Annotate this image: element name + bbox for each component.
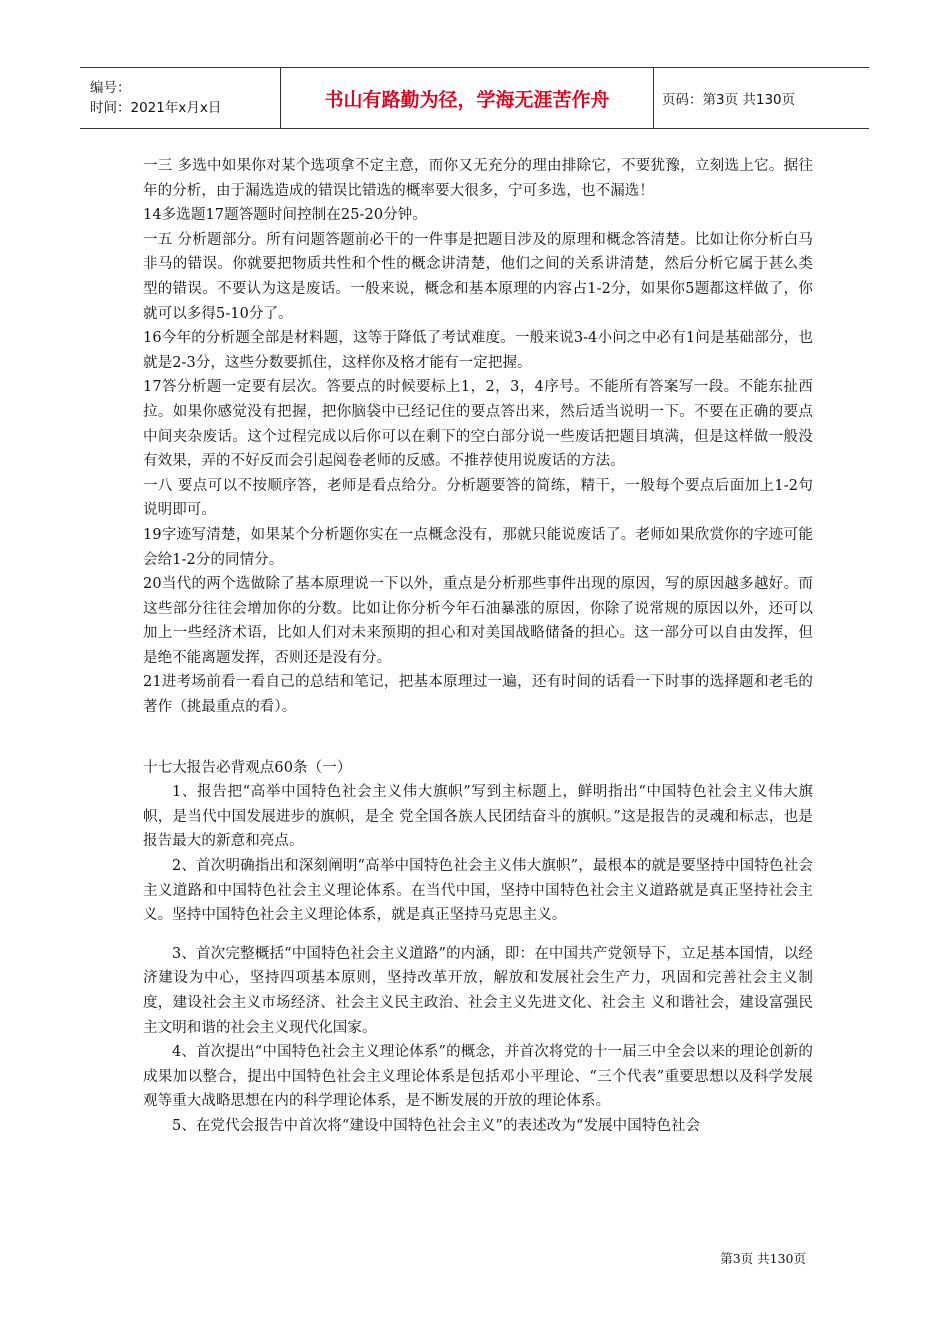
paragraph: 一三 多选中如果你对某个选项拿不定主意，而你又无充分的理由排除它，不要犹豫，立刻选上它。据往年的分析，由于漏选造成的错误比错选的概率要大很多，宁可多选，也不漏选！	[143, 158, 813, 199]
paragraph: 一八 要点可以不按顺序答，老师是看点给分。分析题要答的简练，精干，一般每个要点后面加上1-2句说明即可。	[143, 477, 813, 519]
page-footer	[720, 1249, 806, 1267]
footer-page-number: 第3页 共130页	[720, 1251, 806, 1266]
paragraph: 20当代的两个选做除了基本原理说一下以外，重点是分析那些事件出现的原因，写的原因越多越好。而这些部分往往会增加你的分数。比如让你分析今年石油暴涨的原因，你除了说常规的原因以外，还可以加上一些经济术语，比如人们对未来预期的担心和对美国战略储备的担心。这一部分可以自由发挥，但是绝不能离题发挥，否则还是没有分。	[143, 576, 813, 666]
numbered-point: 5、在党代会报告中首次将“建设中国特色社会主义”的表述改为“发展中国特色社会	[172, 1117, 701, 1134]
paragraph: 19字迹写清楚，如果某个分析题你实在一点概念没有，那就只能说废话了。老师如果欣赏你的字迹可能会给1-2分的同情分。	[143, 526, 813, 568]
motto-text: 书山有路勤为径，学海无涯苦作舟	[324, 88, 610, 111]
paragraph: 一五 分析题部分。所有问题答题前必干的一件事是把题目涉及的原理和概念答清楚。比如让你分析白马非马的错误。你就要把物质共性和个性的概念讲清楚，他们之间的关系讲清楚，然后分析它属于甚么类型的错误。不要认为这是废话。一般来说，概念和基本原理的内容占1-2分，如果你5题都这样做了，你就可以多得5-10分了。	[143, 231, 813, 322]
paragraph: 21进考场前看一看自己的总结和笔记，把基本原理过一遍，还有时间的话看一下时事的选择题和老毛的著作（挑最重点的看）。	[143, 674, 813, 716]
spacer	[143, 928, 813, 942]
document-date: 时间：2021年x月x日	[90, 100, 222, 116]
page-header	[80, 67, 869, 129]
spacer	[143, 720, 813, 756]
numbered-point: 4、首次提出“中国特色社会主义理论体系”的概念，并首次将党的十一届三中全会以来的理论创新的成果加以整合，提出中国特色社会主义理论体系是包括邓小平理论、“三个代表”重要思想以及科学发展观等重大战略思想在内的科学理论体系，是不断发展的开放的理论体系。	[143, 1044, 813, 1110]
section-title: 十七大报告必背观点60条（一）	[143, 759, 352, 776]
paragraph: 17答分析题一定要有层次。答要点的时候要标上1，2，3，4序号。不能所有答案写一段。不能东扯西拉。如果你感觉没有把握，把你脑袋中已经记住的要点答出来，然后适当说明一下。不要在正确的要点中间夹杂废话。这个过程完成以后你可以在剩下的空白部分说一些废话把题目填满，但是这样做一般没有效果，弄的不好反而会引起阅卷老师的反感。不推荐使用说废话的方法。	[143, 379, 813, 470]
numbered-point: 3、首次完整概括“中国特色社会主义道路”的内涵，即：在中国共产党领导下，立足基本国情，以经济建设为中心，坚持四项基本原则，坚持改革开放，解放和发展社会生产力，巩固和完善社会主义制度，建设社会主义市场经济、社会主义民主政治、社会主义先进文化、社会主 义和谐社会，建设富强民主文明和谐的社会主义现代化国家。	[143, 945, 813, 1036]
numbered-point: 2、首次明确指出和深刻阐明“高举中国特色社会主义伟大旗帜”，最根本的就是要坚持中国特色社会主义道路和中国特色社会主义理论体系。在当代中国，坚持中国特色社会主义道路就是真正坚持社会主义。坚持中国特色社会主义理论体系，就是真正坚持马克思主义。	[143, 858, 813, 924]
header-motto	[281, 68, 654, 128]
header-page-info	[654, 68, 869, 128]
document-number-label: 编号：	[90, 80, 131, 96]
header-meta	[80, 68, 281, 128]
header-page-number: 页码：第3页 共130页	[662, 92, 796, 108]
document-body	[143, 154, 813, 1139]
paragraph: 14多选题17题答题时间控制在25-20分钟。	[143, 207, 428, 224]
paragraph: 16今年的分析题全部是材料题，这等于降低了考试难度。一般来说3-4小问之中必有1问是基础部分，也就是2-3分，这些分数要抓住，这样你及格才能有一定把握。	[143, 330, 813, 371]
numbered-point: 1、报告把“高举中国特色社会主义伟大旗帜”写到主标题上，鲜明指出“中国特色社会主义伟大旗帜，是当代中国发展进步的旗帜，是全 党全国各族人民团结奋斗的旗帜。”这是报告的灵魂和标志，也是报告最大的新意和亮点。	[143, 784, 813, 850]
